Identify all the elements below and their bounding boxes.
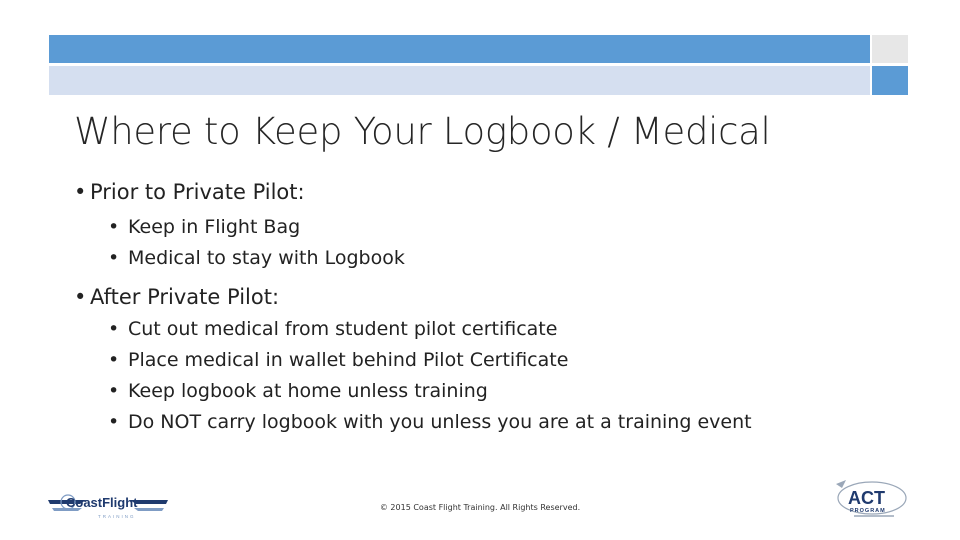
- section-heading-text: After Private Pilot:: [90, 285, 280, 309]
- copyright-footer: © 2015 Coast Flight Training. All Rights Reserved.: [379, 503, 581, 512]
- bullet: •: [74, 180, 87, 204]
- list-item-text: Keep in Flight Bag: [128, 216, 301, 238]
- list-item-text: Cut out medical from student pilot certificate: [128, 318, 558, 340]
- bullet: •: [108, 411, 120, 433]
- list-item-text: Do NOT carry logbook with you unless you are at a training event: [128, 411, 752, 433]
- list-item: [108, 349, 568, 371]
- list-item: [108, 247, 405, 269]
- act-program-logo: [832, 478, 912, 522]
- header-band-top: [49, 35, 870, 63]
- star-icon: [836, 480, 846, 488]
- header-band-bottom: [49, 66, 870, 95]
- section-heading-after: [74, 285, 279, 309]
- list-item-text: Place medical in wallet behind Pilot Certificate: [128, 349, 569, 371]
- list-item: [108, 318, 557, 340]
- section-heading-text: Prior to Private Pilot:: [90, 180, 305, 204]
- bullet: •: [108, 247, 120, 269]
- bullet: •: [108, 318, 120, 340]
- coastflight-logo: [46, 488, 170, 524]
- list-item: [108, 411, 752, 433]
- bullet: •: [74, 285, 87, 309]
- list-item-text: Keep logbook at home unless training: [128, 380, 488, 402]
- list-item-text: Medical to stay with Logbook: [128, 247, 405, 269]
- logo-subtext: PROGRAM: [850, 508, 886, 514]
- bullet: •: [108, 216, 120, 238]
- list-item: [108, 380, 488, 402]
- section-heading-prior: [74, 180, 305, 204]
- bullet: •: [108, 380, 120, 402]
- header-band-top-right: [872, 35, 908, 63]
- logo-text: CoastFlight: [66, 495, 138, 510]
- header-band-bottom-right: [872, 66, 908, 95]
- slide-title: Where to Keep Your Logbook / Medical: [74, 110, 771, 153]
- list-item: [108, 216, 300, 238]
- bullet: •: [108, 349, 120, 371]
- logo-subtext: TRAINING: [98, 514, 136, 519]
- logo-text: ACT: [848, 488, 885, 508]
